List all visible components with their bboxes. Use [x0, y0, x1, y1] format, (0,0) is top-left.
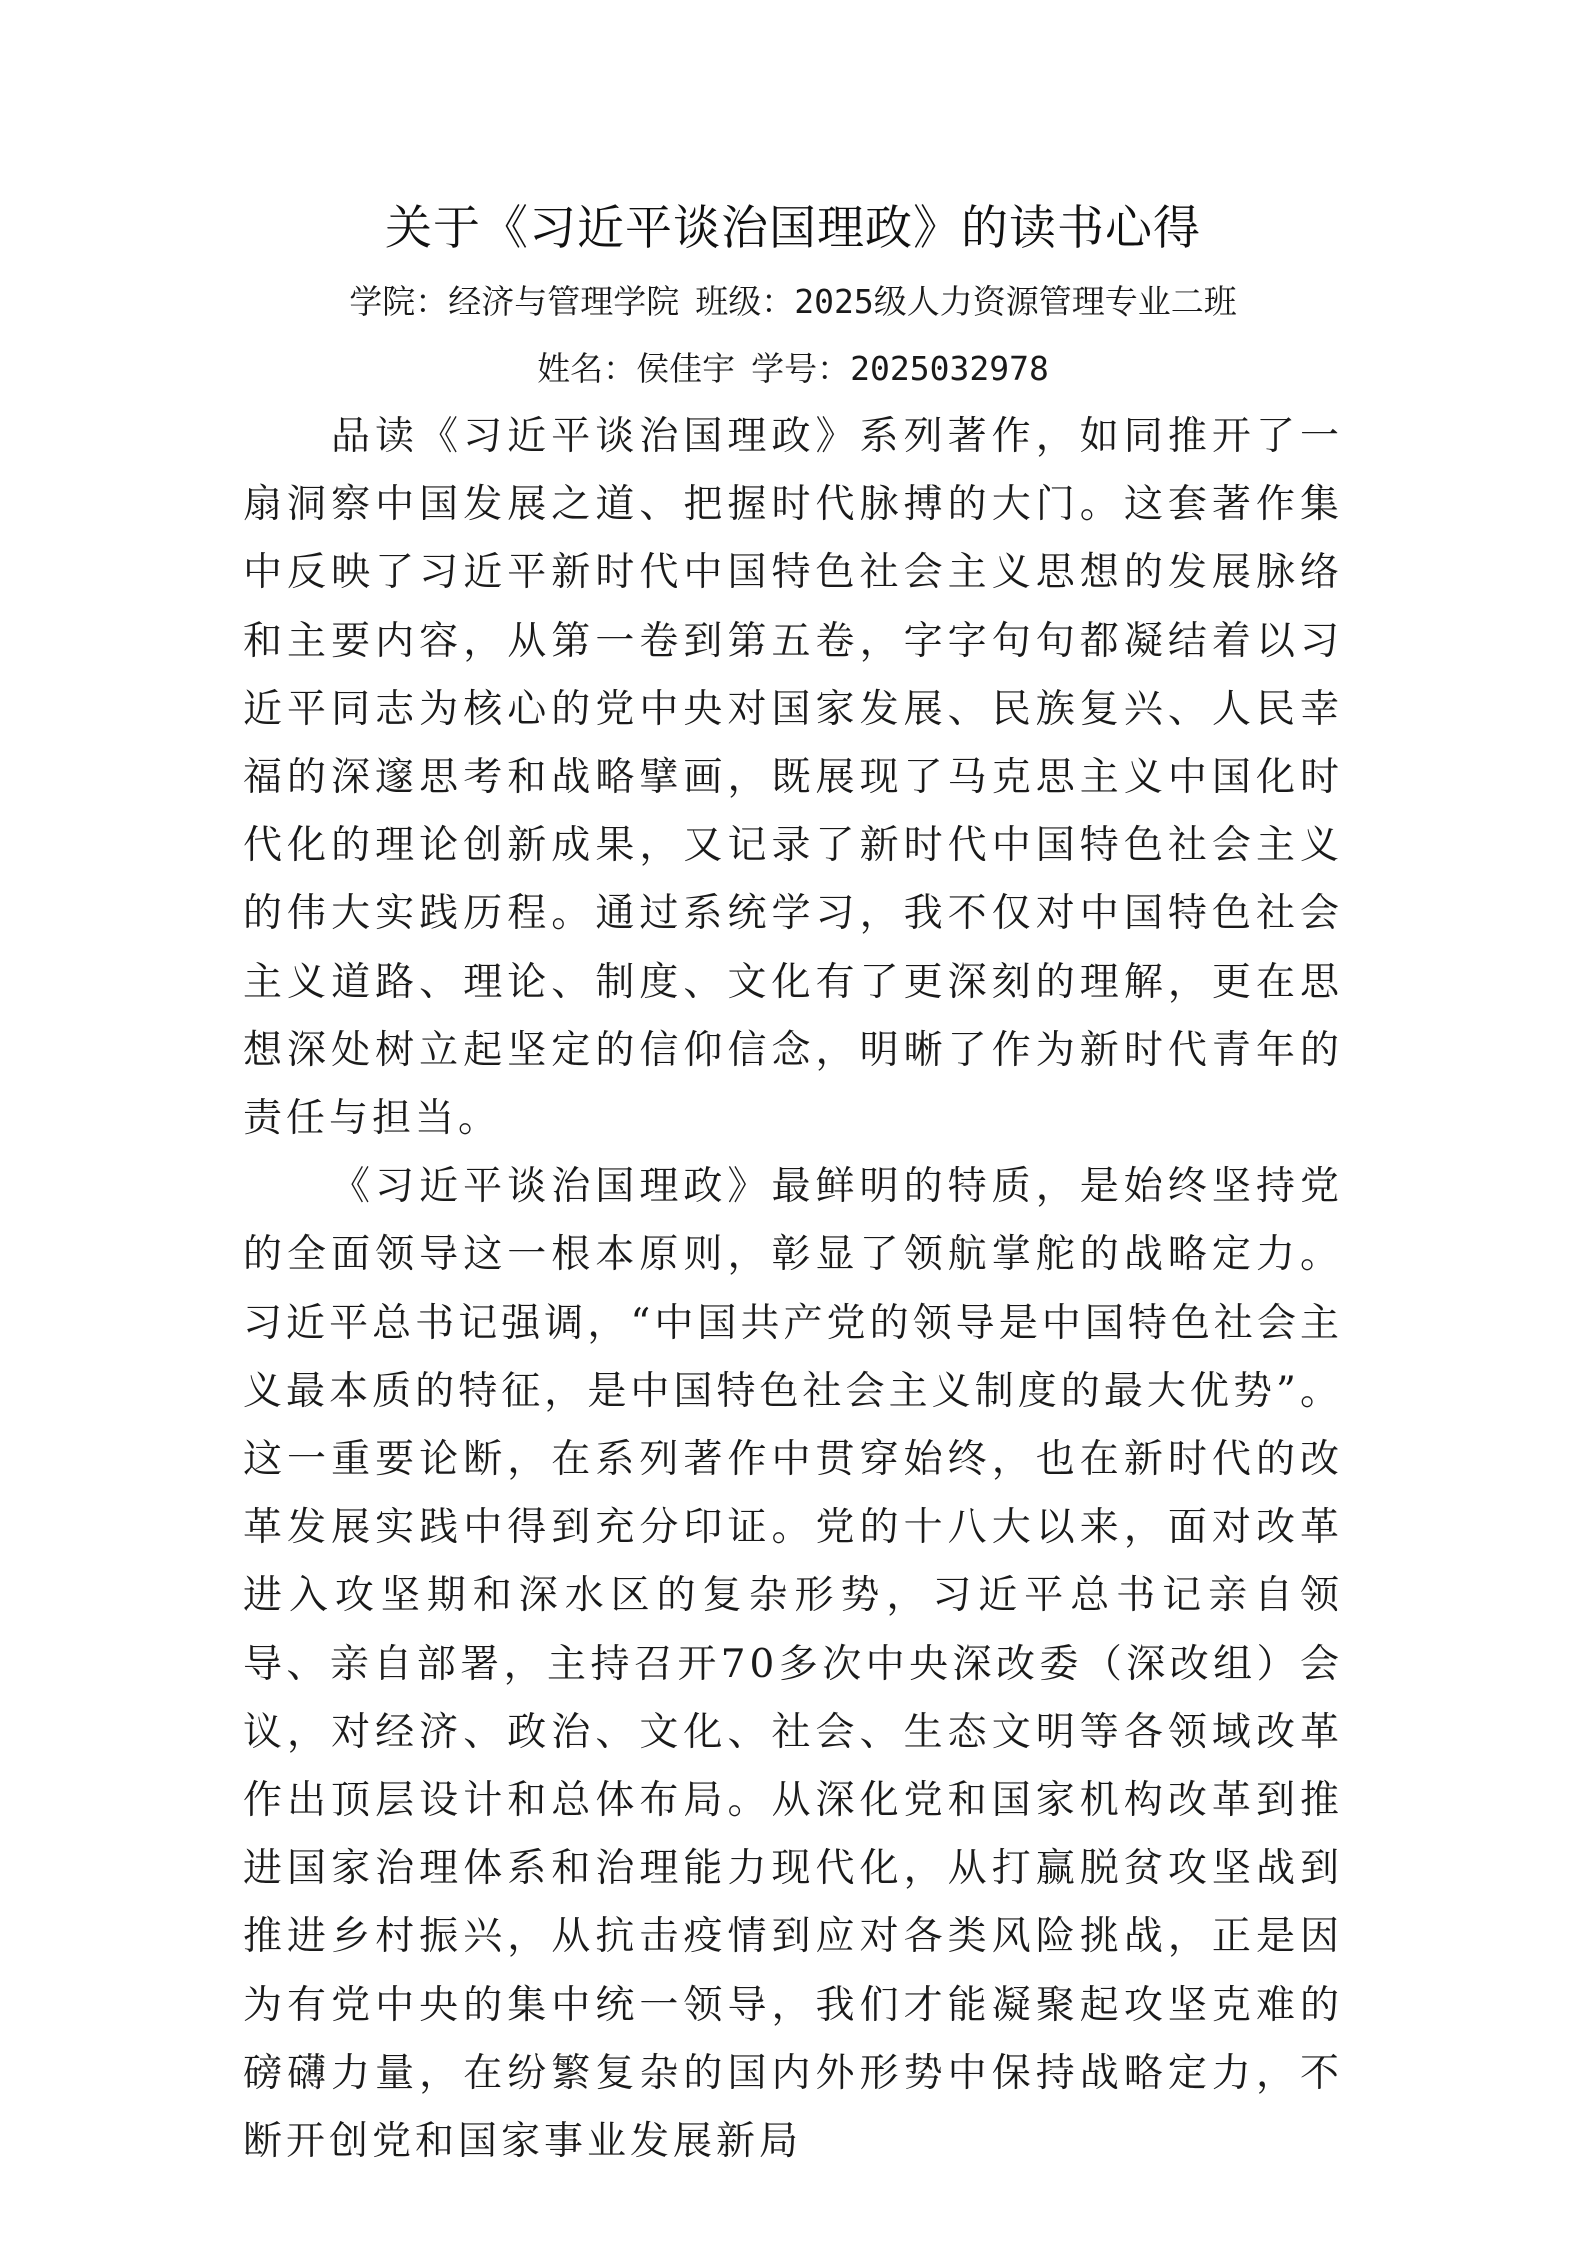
document-title: 关于《习近平谈治国理政》的读书心得: [385, 201, 1201, 256]
author-info-line-1: [243, 268, 1343, 335]
author-info-line-2: [243, 335, 1343, 402]
student-name: 姓名：侯佳宇: [537, 349, 736, 388]
body-paragraph-1: 品读《习近平谈治国理政》系列著作，如同推开了一扇洞察中国发展之道、把握时代脉搏的大门。这套著作集中反映了习近平新时代中国特色社会主义思想的发展脉络和主要内容，从第一卷到第五卷，字字句句都凝结着以习近平同志为核心的党中央对国家发展、民族复兴、人民幸福的深邃思考和战略擘画，既展现了马克思主义中国化时代化的理论创新成果，又记录了新时代中国特色社会主义的伟大实践历程。通过系统学习，我不仅对中国特色社会主义道路、理论、制度、文化有了更深刻的理解，更在思想深处树立起坚定的信仰信念，明晰了作为新时代青年的责任与担当。: [243, 414, 1343, 1142]
document-body: [243, 403, 1343, 2176]
college-label: 学院：经济与管理学院: [349, 282, 680, 321]
student-id: 学号：2025032978: [751, 349, 1049, 388]
class-label: 班级：2025级人力资源管理专业二班: [695, 282, 1237, 321]
document-content: [243, 190, 1343, 2176]
body-paragraph-2: 《习近平谈治国理政》最鲜明的特质，是始终坚持党的全面领导这一根本原则，彰显了领航掌舵的战略定力。习近平总书记强调，“中国共产党的领导是中国特色社会主义最本质的特征，是中国特色社会主义制度的最大优势”。这一重要论断，在系列著作中贯穿始终，也在新时代的改革发展实践中得到充分印证。党的十八大以来，面对改革进入攻坚期和深水区的复杂形势，习近平总书记亲自领导、亲自部署，主持召开70多次中央深改委（深改组）会议，对经济、政治、文化、社会、生态文明等各领域改革作出顶层设计和总体布局。从深化党和国家机构改革到推进国家治理体系和治理能力现代化，从打赢脱贫攻坚战到推进乡村振兴，从抗击疫情到应对各类风险挑战，正是因为有党中央的集中统一领导，我们才能凝聚起攻坚克难的磅礴力量，在纷繁复杂的国内外形势中保持战略定力，不断开创党和国家事业发展新局: [243, 1164, 1343, 2165]
